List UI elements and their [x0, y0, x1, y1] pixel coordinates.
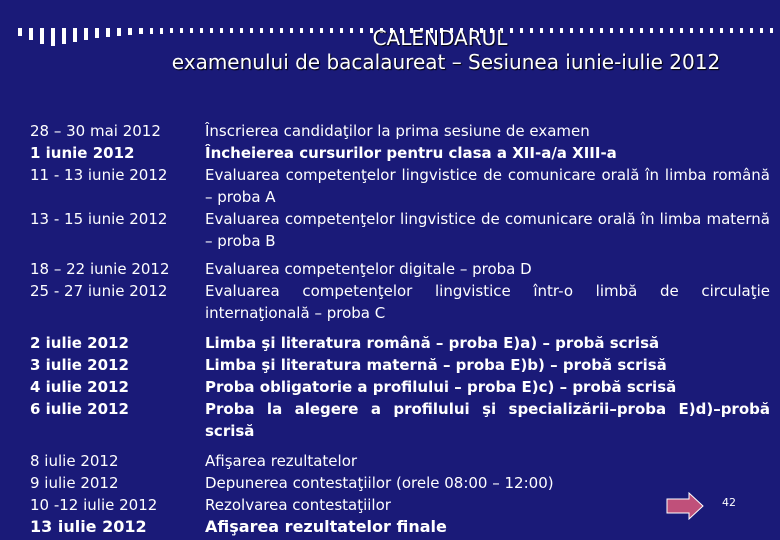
schedule-event: Afişarea rezultatelor finale — [205, 517, 447, 536]
events-column — [205, 120, 770, 538]
schedule-date: 13 - 15 iunie 2012 — [30, 210, 168, 228]
schedule-date: 13 iulie 2012 — [30, 517, 147, 536]
schedule-event: Limba şi literatura maternă – proba E)b) – probă scrisă — [205, 356, 667, 374]
schedule-event: Rezolvarea contestaţiilor — [205, 496, 391, 514]
schedule-event: Afişarea rezultatelor — [205, 452, 358, 470]
schedule-event: Evaluarea competenţelor lingvistice de comunicare orală în limba maternă – proba B — [205, 210, 770, 250]
schedule-date: 2 iulie 2012 — [30, 334, 129, 352]
schedule-event: Evaluarea competenţelor digitale – proba D — [205, 260, 532, 278]
schedule-date: 11 - 13 iunie 2012 — [30, 166, 168, 184]
schedule-date: 9 iulie 2012 — [30, 474, 119, 492]
schedule-date: 1 iunie 2012 — [30, 144, 135, 162]
schedule-event: Evaluarea competenţelor lingvistice de comunicare orală în limba română – proba A — [205, 166, 770, 206]
title-line-2: examenului de bacalaureat – Sesiunea iunie-iulie 2012 — [171, 50, 721, 74]
schedule-event: Încheierea cursurilor pentru clasa a XII-a/a XIII-a — [205, 144, 617, 162]
schedule-event: Evaluarea competenţelor lingvistice într-o limbă de circulaţie internaţională – proba C — [205, 282, 770, 322]
schedule-event: Limba şi literatura română – proba E)a) – probă scrisă — [205, 334, 660, 352]
schedule-event: Proba obligatorie a profilului – proba E)c) – probă scrisă — [205, 378, 677, 396]
slide-title — [0, 26, 780, 74]
schedule-date: 4 iulie 2012 — [30, 378, 129, 396]
schedule-event: Înscrierea candidaţilor la prima sesiune de examen — [205, 122, 590, 140]
schedule-date: 10 -12 iulie 2012 — [30, 496, 158, 514]
dates-column — [30, 120, 200, 538]
schedule-date: 3 iulie 2012 — [30, 356, 129, 374]
arrow-right-icon — [665, 492, 705, 520]
schedule-event: Proba la alegere a profilului şi specializării–proba E)d)–probă scrisă — [205, 400, 770, 440]
schedule-date: 28 – 30 mai 2012 — [30, 122, 161, 140]
schedule-event: Depunerea contestaţiilor (orele 08:00 – 12:00) — [205, 474, 554, 492]
next-slide-button[interactable] — [665, 492, 705, 520]
title-line-1: CALENDARUL — [372, 26, 508, 50]
page-number: 42 — [722, 496, 736, 509]
schedule-date: 18 – 22 iunie 2012 — [30, 260, 170, 278]
schedule-date: 8 iulie 2012 — [30, 452, 119, 470]
schedule-date: 25 - 27 iunie 2012 — [30, 282, 168, 300]
schedule-date: 6 iulie 2012 — [30, 400, 129, 418]
